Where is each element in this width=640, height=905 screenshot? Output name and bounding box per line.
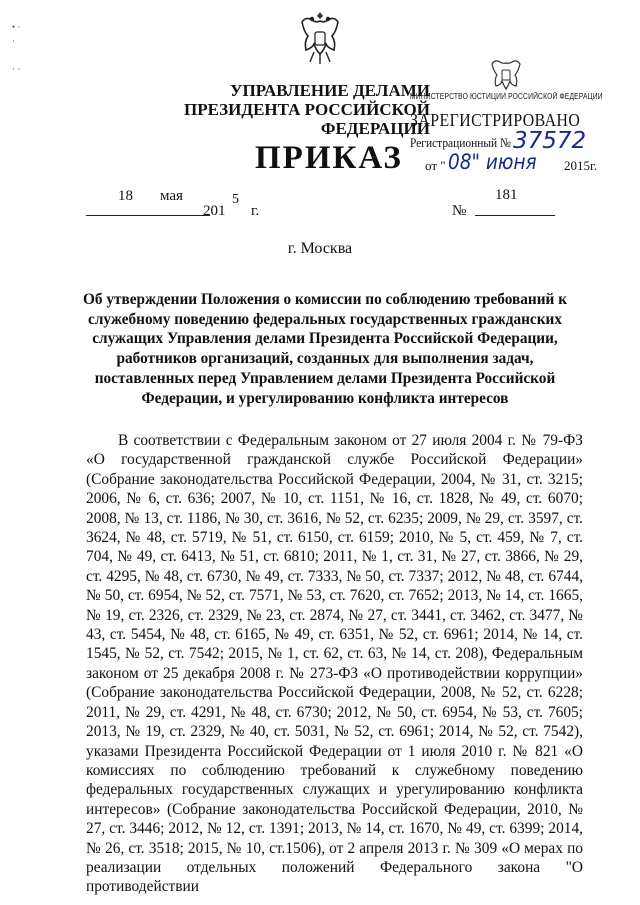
order-body: В соответствии с Федеральным законом от 27 июля 2004 г. № 79-ФЗ «О государственной гражданской службе Российской Федерации» (Собрание законодательства Российской Федерации, 2004, № 31, ст. 3215; 2006, № 6, ст. 636; 2007, № 10, ст. 1151, № 16, ст. 1828, № 49, ст. 6070; 2008, № 13, ст. 1186, № 30, ст. 3616, № 52, ст. 6235; 2009, № 29, ст. 3597, ст. 3624, № 48, ст. 5719, № 51, ст. 6150, ст. 6159; 2010, № 5, ст. 459, № 7, ст. 704, № 49, ст. 6413, № 51, ст. 6810; 2011, № 1, ст. 31, № 27, ст. 3866, № 29, ст. 4295, № 48, ст. 6730, № 49, ст. 7333, № 50, ст. 7337; 2012, № 48, ст. 6744, № 50, ст. 6954, № 52, ст. 7571, № 53, ст. 7620, ст. 7652; 2013, № 14, ст. 1665, № 19, ст. 2326, ст. 2329, № 23, ст. 2874, № 27, ст. 3441, ст. 3462, ст. 3477, № 43, ст. 5454, № 48, ст. 6165, № 49, ст. 6351, № 52, ст. 6961; 2014, № 14, ст. 1545, № 52, ст. 7542; 2015, № 1, ст. 62, ст. 63, № 14, ст. 208), Федеральным законом от 25 декабря 2008 г. № 273-ФЗ «О противодействии коррупции» (Собрание законодательства Российской Федерации, 2008, № 52, ст. 6228; 2011, № 29, ст. 4291, № 48, ст. 6730; 2012, № 50, ст. 6954, № 53, ст. 7605; 2013, № 19, ст. 2329, № 40, ст. 5031, № 52, ст. 6961; 2014, № 52, ст. 7542), указами Президента Российской Федерации от 1 июля 2010 г. № 821 «О комиссиях по соблюдению требований к служебному поведению федеральных государственных служащих и урегулированию конфликта интересов» (Собрание законодательства Российской Федерации, 2010, № 27, ст. 3446; 2012, № 12, ст. 1391; 2013, № 14, ст. 1670, № 49, ст. 6399; 2014, № 26, ст. 3518; 2015, № 10, ст.1506), от 2 апреля 2013 г. № 309 «О мерах по реализации отдельных положений Федерального закона "О противодействии (86, 432, 583, 896)
stamp-registered: ЗАРЕГИСТРИРОВАНО (410, 110, 581, 130)
date-suffix: г. (251, 203, 260, 219)
date-month: мая (160, 188, 183, 204)
stamp-reg-label: Регистрационный № (410, 135, 511, 150)
org-name-line2: ПРЕЗИДЕНТА РОССИЙСКОЙ ФЕДЕРАЦИИ (184, 100, 430, 138)
stamp-date-year: 2015г. (564, 158, 598, 173)
order-number: 181 (495, 187, 518, 203)
date-year-digit: 5 (232, 192, 239, 207)
state-emblem-icon (294, 8, 346, 70)
date-day: 18 (118, 188, 133, 204)
org-name-line1: УПРАВЛЕНИЕ ДЕЛАМИ (230, 81, 430, 100)
city: г. Москва (287, 240, 353, 257)
document-type: ПРИКАЗ (255, 140, 403, 176)
date-year-prefix: 201 (203, 203, 226, 219)
date-underline (86, 215, 210, 216)
stamp-emblem-icon (486, 52, 526, 92)
order-heading: Об утверждении Положения о комиссии по соблюдению требований к служебному поведению федеральных государственных гражданских служащих Управления делами Президента Российской Федерации, работников организаций, созданных для выполнения задач, поставленных перед Управлением делами Президента Российской Федерации, и урегулированию конфликта интересов (82, 291, 568, 407)
stamp-ministry: МИНИСТЕРСТВО ЮСТИЦИИ РОССИЙСКОЙ ФЕДЕРАЦИИ (410, 92, 603, 101)
stamp-reg-number: 37572 (513, 128, 587, 154)
scan-marks: • ⋅ ⋅ ⋅ ⋅ (12, 22, 21, 74)
order-number-underline (475, 215, 555, 216)
stamp-date-handwritten: 08" июня (448, 150, 537, 174)
order-number-symbol: № (452, 203, 467, 219)
stamp-date-prefix: от " (425, 158, 446, 173)
